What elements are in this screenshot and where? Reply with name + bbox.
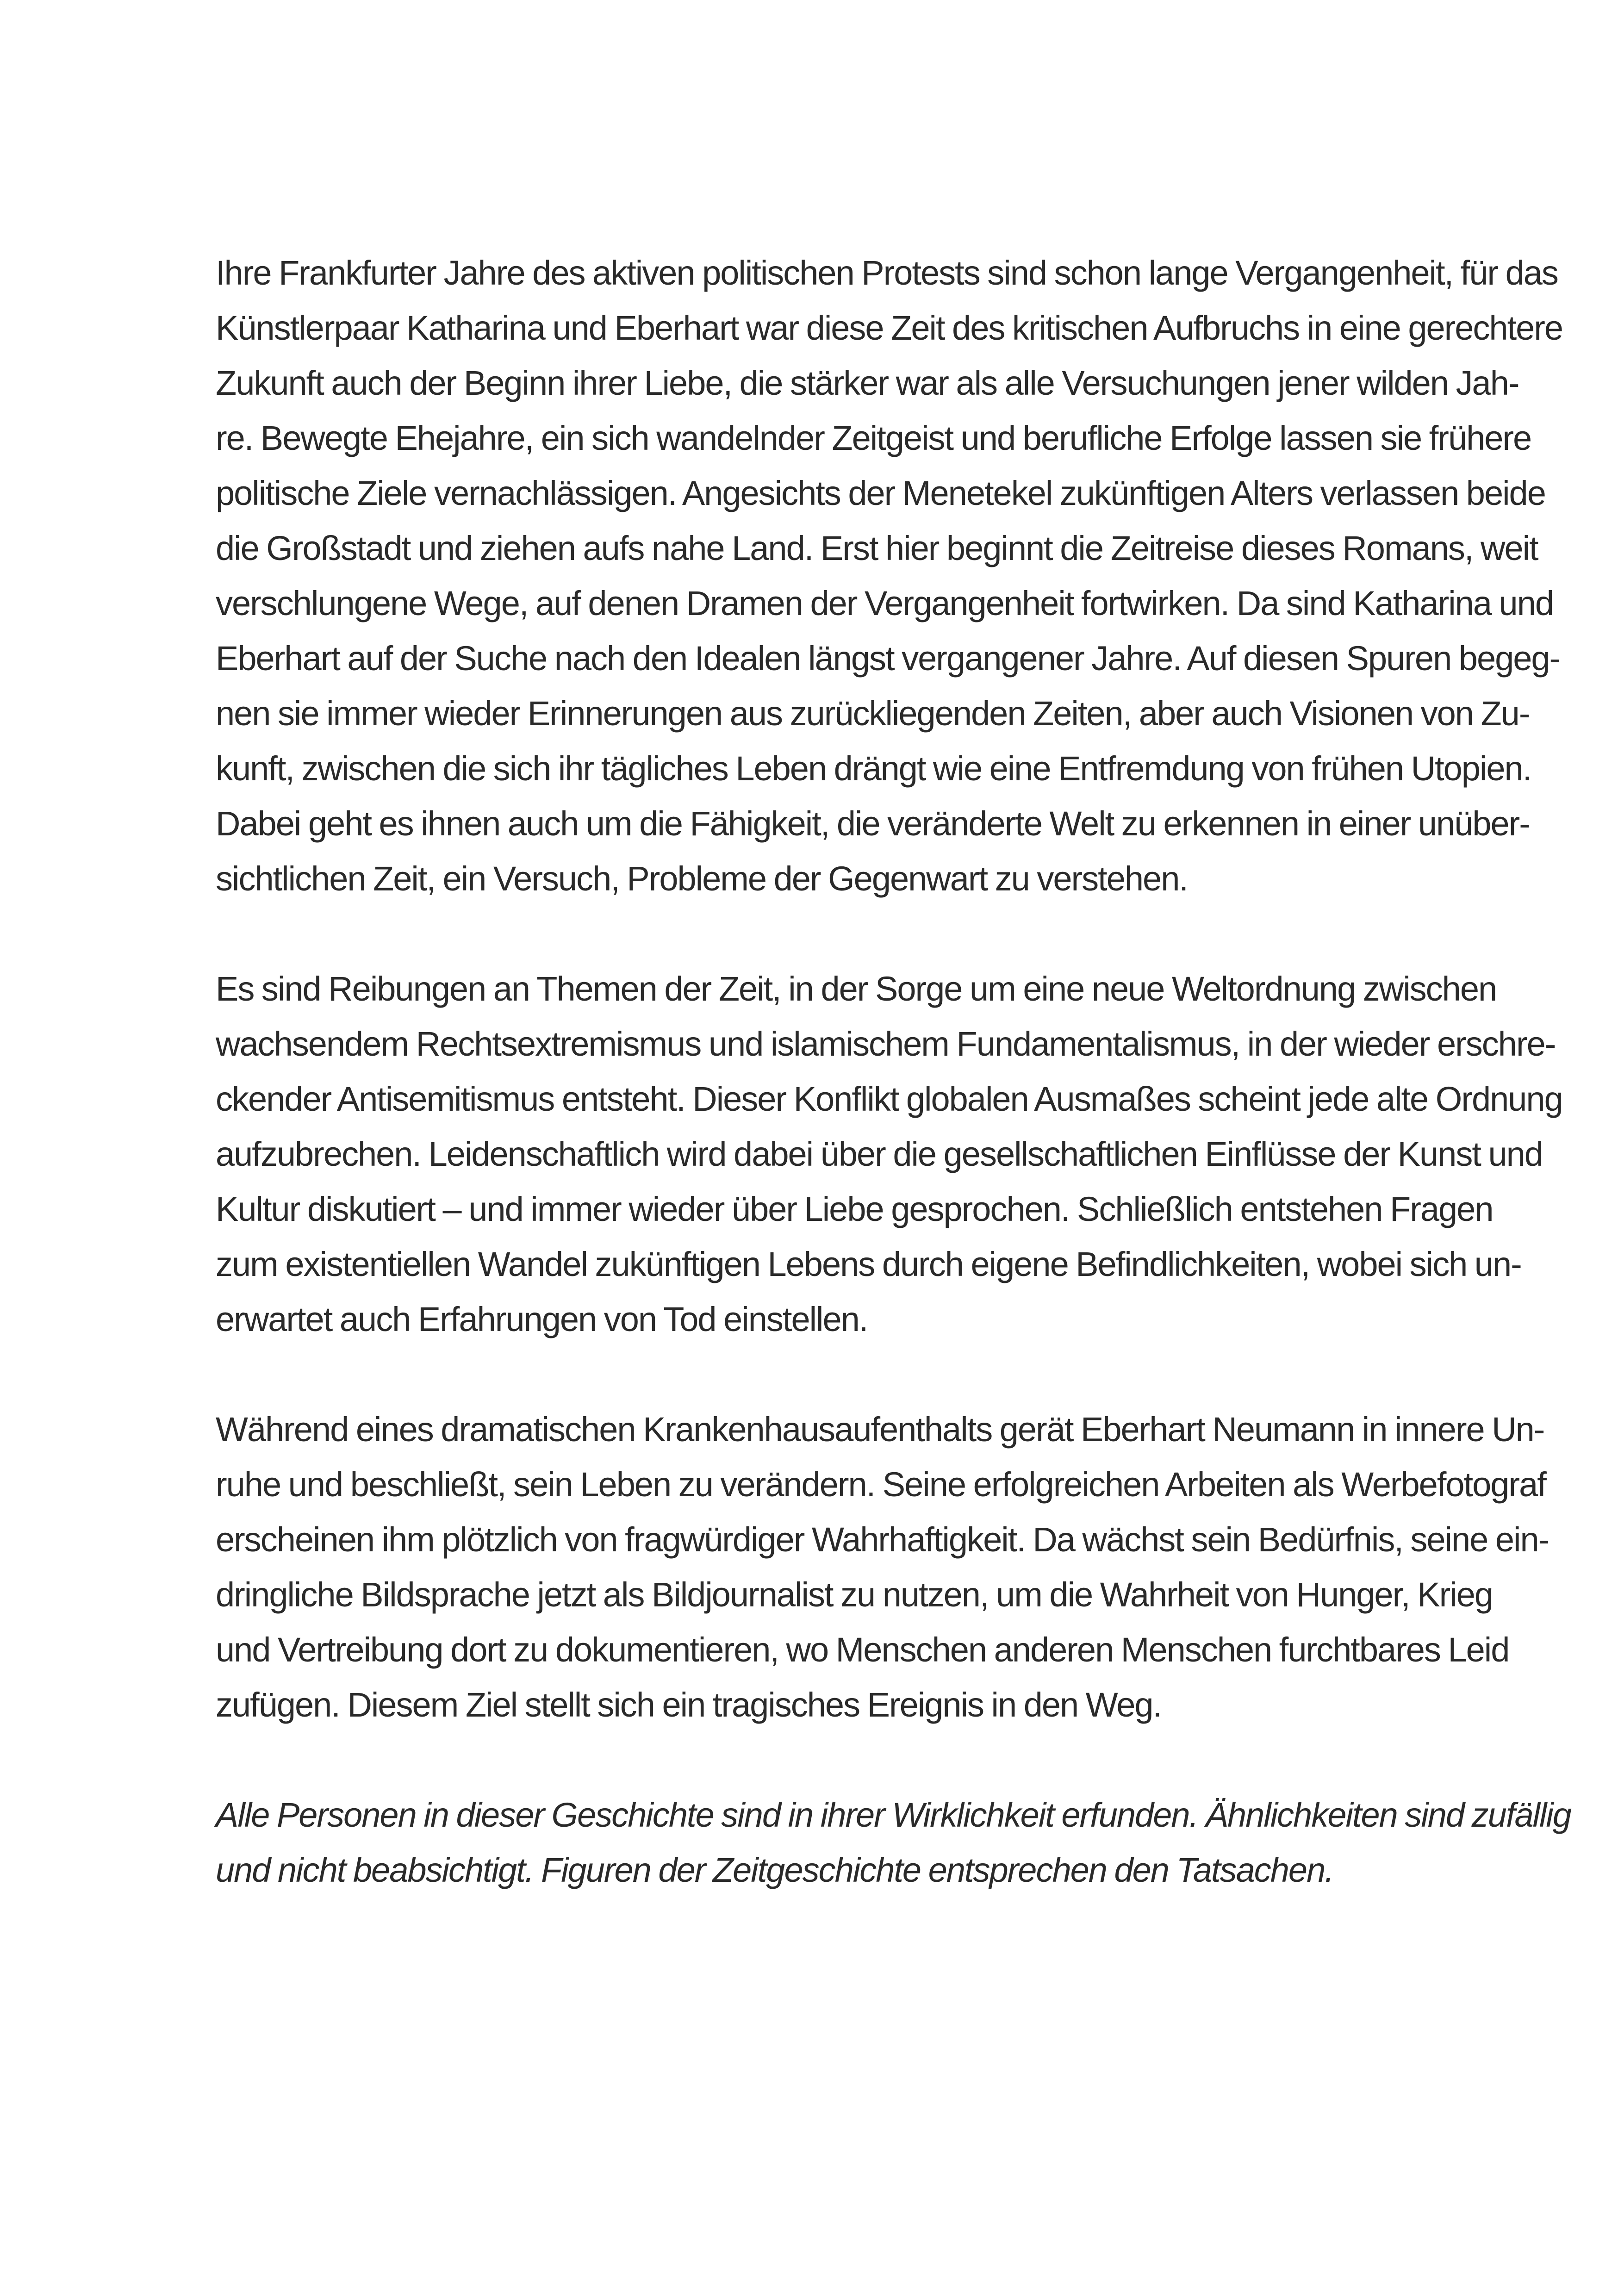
- text-line: wachsendem Rechtsextremismus und islamischem Fundamentalismus, in der wieder erschre-: [216, 1025, 1556, 1063]
- text-line: ckender Antisemitismus entsteht. Dieser Konflikt globalen Ausmaßes scheint jede alte Ordnung: [216, 1080, 1562, 1118]
- text-line: Künstlerpaar Katharina und Eberhart war diese Zeit des kritischen Aufbruchs in eine gerechtere: [216, 309, 1563, 347]
- text-line: die Großstadt und ziehen aufs nahe Land. Erst hier beginnt die Zeitreise dieses Romans, weit: [216, 529, 1538, 567]
- text-line: ruhe und beschließt, sein Leben zu verändern. Seine erfolgreichen Arbeiten als Werbefotograf: [216, 1465, 1546, 1504]
- text-line: zum existentiellen Wandel zukünftigen Lebens durch eigene Befindlichkeiten, wobei sich un-: [216, 1245, 1521, 1283]
- text-line: Während eines dramatischen Krankenhausaufenthalts gerät Eberhart Neumann in innere Un-: [216, 1410, 1544, 1449]
- text-line: Ihre Frankfurter Jahre des aktiven politischen Protests sind schon lange Vergangenheit, für das: [216, 254, 1558, 292]
- text-line: Alle Personen in dieser Geschichte sind in ihrer Wirklichkeit erfunden. Ähnlichkeiten sind zufällig: [216, 1796, 1571, 1834]
- body-text: [216, 245, 1571, 1953]
- text-line: Zukunft auch der Beginn ihrer Liebe, die stärker war als alle Versuchungen jener wilden Jah-: [216, 364, 1519, 402]
- text-line: re. Bewegte Ehejahre, ein sich wandelnder Zeitgeist und berufliche Erfolge lassen sie frühere: [216, 419, 1531, 457]
- paragraph-1: [216, 245, 1563, 906]
- text-line: dringliche Bildsprache jetzt als Bildjournalist zu nutzen, um die Wahrheit von Hunger, Krieg: [216, 1575, 1493, 1614]
- text-line: sichtlichen Zeit, ein Versuch, Probleme der Gegenwart zu verstehen.: [216, 859, 1188, 898]
- text-line: verschlungene Wege, auf denen Dramen der Vergangenheit fortwirken. Da sind Katharina und: [216, 584, 1554, 622]
- text-line: Es sind Reibungen an Themen der Zeit, in der Sorge um eine neue Weltordnung zwischen: [216, 970, 1497, 1008]
- text-line: zufügen. Diesem Ziel stellt sich ein tragisches Ereignis in den Weg.: [216, 1686, 1162, 1724]
- paragraph-2: [216, 961, 1562, 1347]
- text-line: erscheinen ihm plötzlich von fragwürdiger Wahrhaftigkeit. Da wächst sein Bedürfnis, seine ein-: [216, 1520, 1549, 1559]
- text-line: und nicht beabsichtigt. Figuren der Zeitgeschichte entsprechen den Tatsachen.: [216, 1851, 1333, 1889]
- disclaimer-paragraph: [216, 1787, 1571, 1898]
- paragraph-3: [216, 1402, 1549, 1732]
- text-line: politische Ziele vernachlässigen. Angesichts der Menetekel zukünftigen Alters verlassen beide: [216, 474, 1545, 512]
- text-line: nen sie immer wieder Erinnerungen aus zurückliegenden Zeiten, aber auch Visionen von Zu-: [216, 694, 1530, 733]
- text-line: kunft, zwischen die sich ihr tägliches Leben drängt wie eine Entfremdung von frühen Utopien.: [216, 749, 1531, 788]
- text-line: und Vertreibung dort zu dokumentieren, wo Menschen anderen Menschen furchtbares Leid: [216, 1630, 1509, 1669]
- text-line: aufzubrechen. Leidenschaftlich wird dabei über die gesellschaftlichen Einflüsse der Kunst und: [216, 1135, 1543, 1173]
- text-line: erwartet auch Erfahrungen von Tod einstellen.: [216, 1300, 868, 1338]
- text-line: Eberhart auf der Suche nach den Idealen längst vergangener Jahre. Auf diesen Spuren begeg-: [216, 639, 1560, 678]
- text-line: Kultur diskutiert – und immer wieder über Liebe gesprochen. Schließlich entstehen Fragen: [216, 1190, 1493, 1228]
- text-line: Dabei geht es ihnen auch um die Fähigkeit, die veränderte Welt zu erkennen in einer unüber-: [216, 804, 1530, 843]
